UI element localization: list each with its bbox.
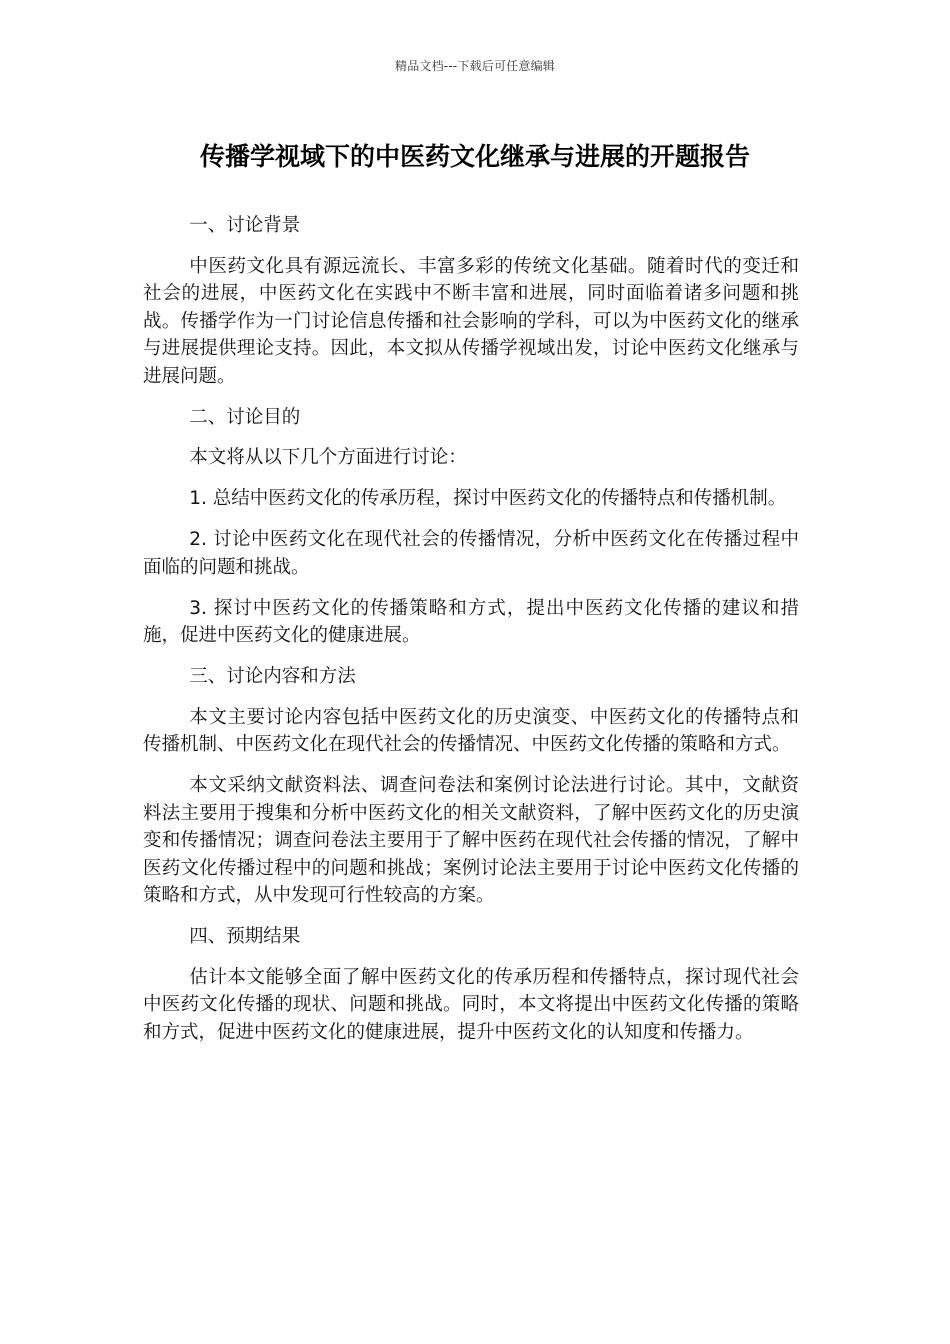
paragraph-methods: 本文采纳文献资料法、调查问卷法和案例讨论法进行讨论。其中，文献资料法主要用于搜集和分析中医药文化的相关文献资料，了解中医药文化的历史演变和传播情况；调查问卷法主要用于了解中医药在现代社会传播的情况，了解中医药文化传播过程中的问题和挑战；案例讨论法主要用于讨论中医药文化传播的策略和方式，从中发现可行性较高的方案。 [143,775,799,906]
list-item-purpose-3: 3. 探讨中医药文化的传播策略和方式，提出中医药文化传播的建议和措施，促进中医药文化的健康进展。 [143,597,799,646]
document-body [143,212,799,1060]
list-item-purpose-2: 2. 讨论中医药文化在现代社会的传播情况，分析中医药文化在传播过程中面临的问题和挑战。 [143,529,799,578]
document-title: 传播学视域下的中医药文化继承与进展的开题报告 [199,142,750,171]
section-heading-expected-results: 四、预期结果 [189,926,301,947]
list-item-purpose-1: 1. 总结中医药文化的传承历程，探讨中医药文化的传播特点和传播机制。 [189,488,787,509]
paragraph-expected-results: 估计本文能够全面了解中医药文化的传承历程和传播特点，探讨现代社会中医药文化传播的现状、问题和挑战。同时，本文将提出中医药文化传播的策略和方式，促进中医药文化的健康进展，提升中医药文化的认知度和传播力。 [143,966,799,1043]
section-heading-background: 一、讨论背景 [189,215,301,236]
section-heading-purpose: 二、讨论目的 [189,406,301,428]
paragraph-content: 本文主要讨论内容包括中医药文化的历史演变、中医药文化的传播特点和传播机制、中医药文化在现代社会的传播情况、中医药文化传播的策略和方式。 [143,706,799,755]
section-heading-content-methods: 三、讨论内容和方法 [189,666,356,687]
header-note: 精品文档---下载后可任意编辑 [395,59,555,73]
paragraph-background: 中医药文化具有源远流长、丰富多彩的传统文化基础。随着时代的变迁和社会的进展，中医药文化在实践中不断丰富和进展，同时面临着诸多问题和挑战。传播学作为一门讨论信息传播和社会影响的学科，可以为中医药文化的继承与进展提供理论支持。因此，本文拟从传播学视域出发，讨论中医药文化继承与进展问题。 [143,255,799,387]
paragraph-purpose-intro: 本文将从以下几个方面进行讨论： [189,447,467,468]
